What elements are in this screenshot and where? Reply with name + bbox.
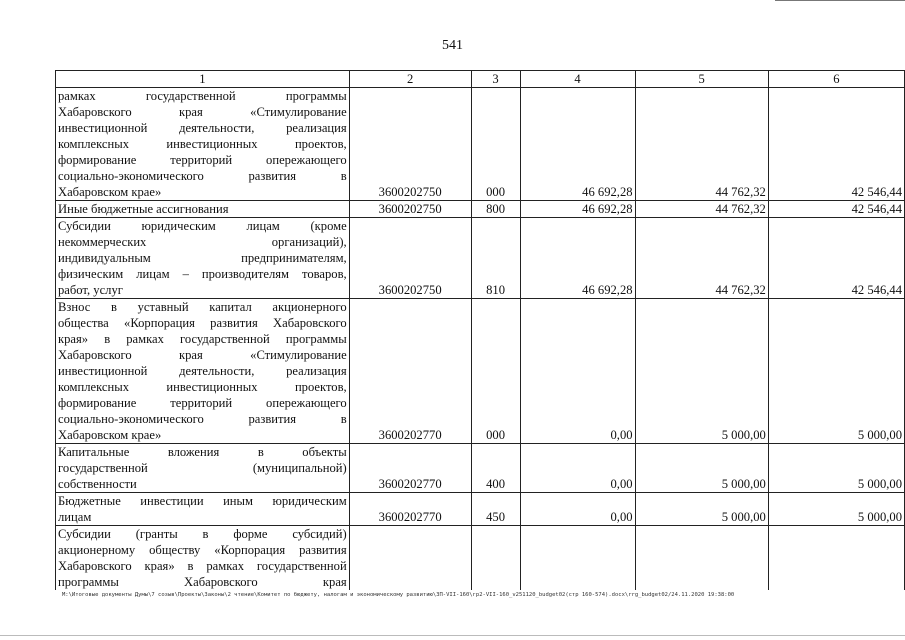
- header-col-1: 1: [56, 71, 350, 88]
- description-line: лицам: [58, 510, 92, 524]
- row-expense-kind: 000: [471, 299, 520, 444]
- description-line: формирование территорий опережающего: [58, 396, 347, 410]
- row-amount-3: 5 000,00: [768, 299, 904, 444]
- bottom-edge-rule: [0, 635, 905, 636]
- description-line: некоммерческих организаций),: [58, 235, 347, 249]
- description-line: комплексных инвестиционных проектов,: [58, 380, 347, 394]
- row-amount-2: 44 762,32: [635, 218, 768, 299]
- description-line: Бюджетные инвестиции иным юридическим: [58, 494, 347, 508]
- description-line: физическим лицам – производителям товаров,: [58, 267, 347, 281]
- row-target-code: 3600202750: [349, 88, 471, 201]
- row-expense-kind: 400: [471, 444, 520, 493]
- description-line: Капитальные вложения в объекты: [58, 445, 347, 459]
- description-line: края» в рамках государственной программы: [58, 332, 347, 346]
- row-target-code: 3600202770: [349, 299, 471, 444]
- row-amount-1: 46 692,28: [520, 88, 635, 201]
- row-amount-1: 46 692,28: [520, 218, 635, 299]
- row-description: [56, 493, 350, 526]
- row-amount-3: 42 546,44: [768, 218, 904, 299]
- row-expense-kind: 800: [471, 201, 520, 218]
- description-line: Хабаровского края» в рамках государственной: [58, 559, 347, 573]
- row-amount-1: 46 692,28: [520, 201, 635, 218]
- description-line: собственности: [58, 477, 137, 491]
- header-col-3: 3: [471, 71, 520, 88]
- row-amount-3: 42 546,44: [768, 88, 904, 201]
- description-line: инвестиционной деятельности, реализация: [58, 364, 347, 378]
- description-line: Взнос в уставный капитал акционерного: [58, 300, 347, 314]
- row-description: [56, 299, 350, 444]
- description-line: социально-экономического развития в: [58, 169, 347, 183]
- row-target-code: 3600202770: [349, 444, 471, 493]
- budget-table: [55, 70, 905, 590]
- row-target-code: 3600202750: [349, 201, 471, 218]
- row-amount-3: 5 000,00: [768, 493, 904, 526]
- row-description: [56, 444, 350, 493]
- table-row: [56, 299, 905, 444]
- table-row: [56, 201, 905, 218]
- description-line: формирование территорий опережающего: [58, 153, 347, 167]
- page-number: 541: [442, 38, 463, 53]
- header-col-6: 6: [768, 71, 904, 88]
- description-line: Субсидии юридическим лицам (кроме: [58, 219, 347, 233]
- description-line: Хабаровского края «Стимулирование: [58, 105, 347, 119]
- description-line: Хабаровском крае»: [58, 428, 162, 442]
- description-line: инвестиционной деятельности, реализация: [58, 121, 347, 135]
- row-amount-2: 44 762,32: [635, 201, 768, 218]
- description-line: программы Хабаровского края: [58, 575, 347, 589]
- row-expense-kind: 810: [471, 218, 520, 299]
- row-amount-2: 5 000,00: [635, 299, 768, 444]
- row-amount-3: 42 546,44: [768, 201, 904, 218]
- row-amount-1: 0,00: [520, 299, 635, 444]
- row-amount-1: [520, 526, 635, 591]
- description-line: Хабаровского края «Стимулирование: [58, 348, 347, 362]
- table-row: [56, 88, 905, 201]
- row-amount-2: 5 000,00: [635, 493, 768, 526]
- row-amount-2: [635, 526, 768, 591]
- row-description: [56, 201, 350, 218]
- description-line: общества «Корпорация развития Хабаровского: [58, 316, 347, 330]
- description-line: работ, услуг: [58, 283, 123, 297]
- table-header-row: [56, 71, 905, 88]
- description-line: Хабаровском крае»: [58, 185, 162, 199]
- table-row: [56, 218, 905, 299]
- table-row: [56, 493, 905, 526]
- description-line: государственной (муниципальной): [58, 461, 347, 475]
- description-line: Субсидии (гранты в форме субсидий): [58, 527, 347, 541]
- description-line: акционерному обществу «Корпорация развития: [58, 543, 347, 557]
- row-target-code: 3600202770: [349, 493, 471, 526]
- description-line: индивидуальным предпринимателям,: [58, 251, 347, 265]
- header-col-2: 2: [349, 71, 471, 88]
- table-row: [56, 444, 905, 493]
- row-amount-3: [768, 526, 904, 591]
- description-line: социально-экономического развития в: [58, 412, 347, 426]
- row-expense-kind: 000: [471, 88, 520, 201]
- row-target-code: 3600202750: [349, 218, 471, 299]
- header-col-4: 4: [520, 71, 635, 88]
- row-amount-2: 5 000,00: [635, 444, 768, 493]
- top-edge-rule: [775, 0, 905, 1]
- row-amount-2: 44 762,32: [635, 88, 768, 201]
- row-amount-1: 0,00: [520, 444, 635, 493]
- row-description: [56, 526, 350, 591]
- description-line: комплексных инвестиционных проектов,: [58, 137, 347, 151]
- row-expense-kind: 450: [471, 493, 520, 526]
- row-description: [56, 218, 350, 299]
- row-target-code: [349, 526, 471, 591]
- description-line: рамках государственной программы: [58, 89, 347, 103]
- row-description: [56, 88, 350, 201]
- row-amount-3: 5 000,00: [768, 444, 904, 493]
- description-line: Иные бюджетные ассигнования: [58, 202, 229, 216]
- table-row: [56, 526, 905, 591]
- header-col-5: 5: [635, 71, 768, 88]
- footer-file-path: M:\Итоговые документы Думы\7 созыв\Проекты\Законы\2 чтение\Комитет по бюджету, налогам и экономическому развитию\ЗП-VII-160\гр2-VII-160_v251120_budget02(стр 160-574).docx\rrg_budget02/24.11.2020 19:38:00: [62, 592, 735, 598]
- row-amount-1: 0,00: [520, 493, 635, 526]
- row-expense-kind: [471, 526, 520, 591]
